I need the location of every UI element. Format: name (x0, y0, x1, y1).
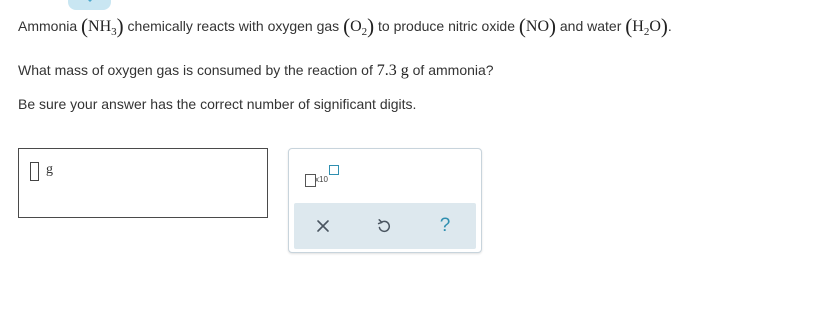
collapse-tab[interactable] (68, 0, 111, 10)
exponent-box-icon (329, 165, 339, 175)
oxygen-formula: $O_2$ (350, 18, 368, 38)
help-button[interactable] (434, 215, 456, 237)
scientific-notation-button[interactable] (303, 165, 343, 187)
answer-input[interactable] (30, 162, 39, 181)
chevron-down-icon (86, 0, 94, 2)
close-x-icon (316, 219, 330, 233)
nitric-oxide-formula: NO (525, 18, 549, 35)
question-line-2: What mass of oxygen gas is consumed by the reaction of 7.3 g of ammonia? (18, 62, 494, 79)
x10-label: x10 (315, 175, 328, 184)
answer-unit: g (46, 162, 53, 177)
answer-box (18, 148, 268, 218)
clear-button[interactable] (312, 215, 334, 237)
water-formula: $H_2O$ (632, 18, 661, 38)
question-line-1: Ammonia $(NH_3)$ chemically reacts with oxygen gas $(O_2)$ to produce nitric oxide (NO) and water $(H_2O)$. (18, 14, 672, 38)
undo-button[interactable] (373, 215, 395, 237)
ammonia-formula: $NH_3$ (88, 18, 117, 38)
ammonia-mass-value: 7.3 g (376, 62, 409, 79)
action-toolbar (294, 203, 476, 249)
sig-fig-instruction: Be sure your answer has the correct number of significant digits. (18, 96, 417, 112)
math-tool-panel (288, 148, 482, 253)
undo-arrow-icon (376, 218, 392, 234)
help-icon: ? (439, 215, 451, 236)
